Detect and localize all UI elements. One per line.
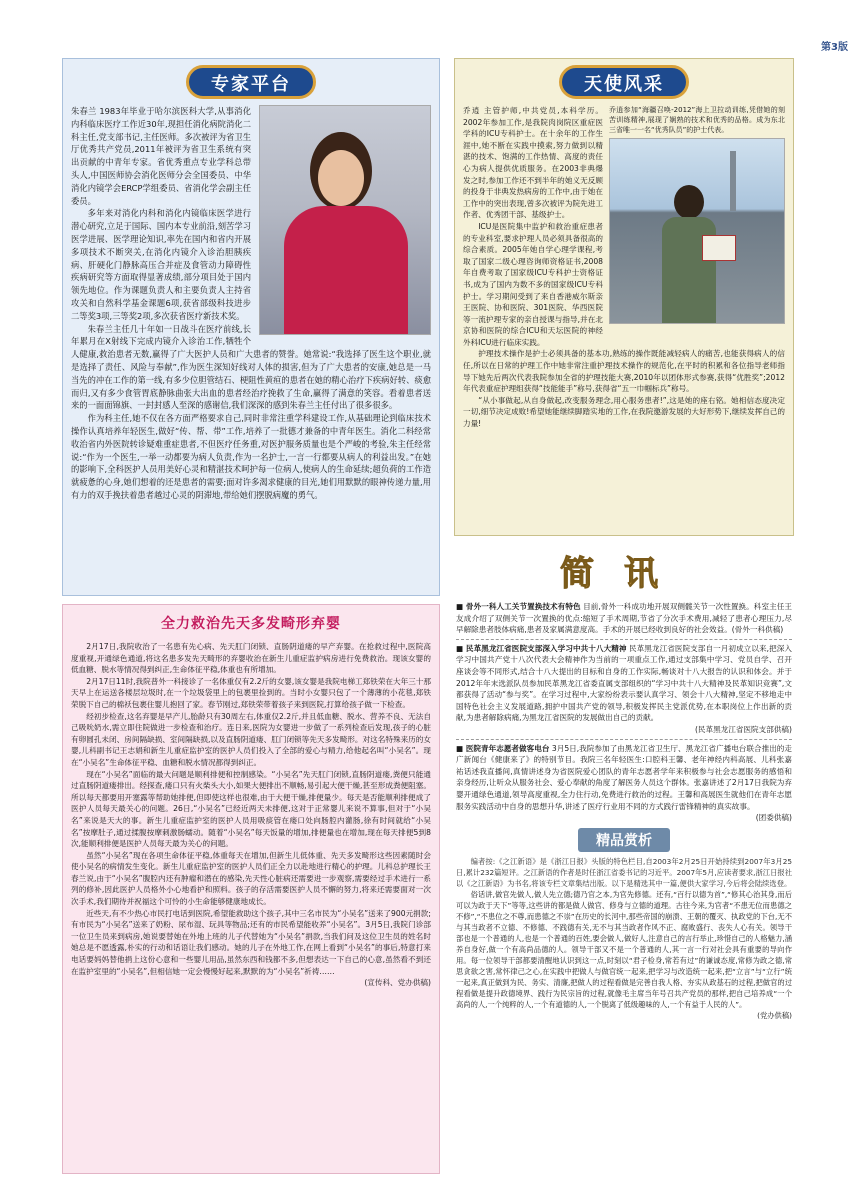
news-divider <box>456 639 792 640</box>
rescue-article <box>62 604 440 1174</box>
rescue-source: (宣传科、党办供稿) <box>364 978 431 988</box>
angel-para-4: “从小事做起,从自身做起,改变服务理念,用心服务患者!”,这是她的座右铭。她相信态度决定一切,细节决定成败!希望她能继续脚踏实地的工作,在我院邀游发展的大好形势下,继续发挥自己的力量! <box>463 395 785 429</box>
rescue-para-4: 现在“小吴名”面临的最大问题是顺利排便和控制感染。“小吴名”先天肛门闭锁,直肠阴道瘘,粪便只能通过直肠阴道瘘排出。经探查,瘘口只有火柴头大小,如果大便排出不顺畅,易引起大便干燥,甚至形成粪便阻塞。所以每天都要用开塞露等帮助她排便,但即使这样也很难,由于大便干燥,排便量少。每天是否能顺利排便成了医护人员每天最关心的问题。26日,“小吴名”已经近两天未排便,这对于正常婴儿来说不算事,但对于“小吴名”来说是天大的事。新生儿重症监护室的医护人员用吸痰管在瘘口处向肠腔内灌肠,徐有时间就给“小吴名”按摩肚子,通过揉腹按摩刺激肠蠕动。随着“小吴名”每天饭量的增加,排便量也在增加,现在每天排便5到8次,能顺利排便是医护人员每天最为关心的问题。 <box>71 769 431 849</box>
expert-para-1: 朱春兰 1983年毕业于哈尔滨医科大学,从事消化内科临床医疗工作近30年,现担任消化病院消化二科主任,党支部书记,主任医师。多次被评为省卫生厅优秀共产党员,2011年被评为省卫生系统有突出贡献的中青年专家。省优秀重点专业学科总带头人,中国医师协会消化医师分会全国委员、中华消化内镜学会ERCP学组委员、省消化学会副主任委员。 <box>71 106 251 206</box>
news-item-heading: ■ 医院青年志愿者做客电台 <box>456 743 550 753</box>
ship-mast <box>730 151 736 211</box>
expert-platform-section <box>62 58 440 596</box>
rescue-para-6: 近些天,有不少热心市民打电话到医院,希望能救助这个孩子,其中三名市民为“小吴名”送来了900元捐款;有市民为“小吴名”送来了奶粉、尿布湿、玩具等物品;还有的市民希望能收养“小吴名”。3月5日,我院门诊部一位卫生员来到病房,她说要替她在外地上班的儿子代替她为“小吴名”捐款,当我们问及这位卫生员的姓名时她总是不愿透露,朴实的行动和话语让我们感动。她的儿子在外地工作,在网上看到“小吴名”的事后,特意打来电话要妈妈替他捐上这份心意和一些婴儿用品,虽然东西和钱都不多,但想表达一下自己的心意,虽然看不到还在监护室里的“小吴名”,但相信她一定会慢慢好起来,默默的为“小吴名”祈祷…… <box>71 908 431 976</box>
appreciation-intro: 编者按:《之江新语》是《浙江日报》头版的特色栏目,自2003年2月25日开始持续到2007年3月25日,累计232篇短评。之江新语的作者是时任浙江省委书记的习近平。2007年5月,应读者要求,浙江日报社以《之江新语》为书名,将该专栏文章集结出版。以下是精选其中一篇,便供大家学习,今后将会陆续选登。 <box>456 856 792 888</box>
expert-platform-title: 专家平台 <box>186 65 316 99</box>
news-item-source: (团委供稿) <box>755 813 792 823</box>
appreciation-body: 俗话讲,做官先做人,做人先立德;德乃官之本,为官先修德。还有,“百行以德为首”,“修其心治其身,而后可以为政于天下”等等,这些讲的都是做人做官、修身与立德的道理。古往今来,为官者“不患无位而患德之不修”,“不患位之不尊,而患德之不崇”在历史的长河中,那些帝国的崩溃、王朝的覆灭、执政党的下台,无不与其当政者不立德、不修德、不践德有关,无不与其当政者作风不正、腐败盛行、丧失人心有关。领导干部也是一个普通的人,也是一个普通的百姓,要会做人,做好人,注意自己的言行举止,珍惜自己的人格魅力,涵养自身好,做一个有高尚品德的人。领导干部又不是一个普通的人,其一言一行对社会具有重要的导向作用。每一位领导干部都要清醒地认识到这一点,时刻以“君子检身,常若有过”的谦诚态度,常修为政之德,常思贪欲之害,常怀律己之心,在实践中把做人与做官统一起来,把学习与改造统一起来,把“立言”与“立行”统一起来,真正做到为民、务实、清廉,把做人的过程看做是完善自我人格、夯实从政基石的过程,把做官的过程看做是提升政德境界、践行为民宗旨的过程,就像毛主席当年号召共产党员的那样,把自己培养成“一个高尚的人,一个纯粹的人,一个有道德的人,一个脱离了低级趣味的人,一个有益于人民的人”。 <box>456 889 792 1009</box>
angel-navy-photo <box>609 138 785 324</box>
expert-para-3: 朱春兰主任几十年如一日战斗在医疗前线,长年累月在X射线下完成内镜介入诊治工作,牺牲个人健康,救治患者无数,赢得了广大医护人员和广大患者的赞誉。她常说:“我选择了医生这个职业,就是选择了责任、风险与奉献”,作为医生深知好线对人体的损害,但为了广大患者的安康,她总是一马当先的冲在工作的第一线,有多少位胆管结石、梗阻性黄疸的患者在她的精心治疗下疾病好转、痰愈而归,又有多少食管胃底静脉曲张大出血的患者经治疗挽救了生命,赢得了满意的笑容。看着患者送来的一面面锦旗、一封封感人至深的感谢信,我们深深的感到朱春兰主任付出了很多很多。 <box>71 323 431 411</box>
expert-para-4: 作为科主任,她不仅在各方面严格要求自己,同时非常注重学科建设工作,从基础理论到临床技术操作认真培养年轻医生,做好“传、帮、带”工作,培养了一批德才兼备的中青年医生。消化二科经常收治省内外医院转诊疑难重症患者,不但医疗任务重,对医护服务质量也是个严峻的考验,朱主任经常说:“作为一个医生,一举一动都要为病人负责,作为一名护士,一言一行都要从病人的利益出发。”在她的影响下,全科医护人员用美好心灵和精湛技术呵护每一位病人,使病人的生命延续;超负荷的工作造就疲惫的心身,她们想着的还是患者的需要;面对许多渴求健康的目光,她们用默默的眼神传递力量,用有力的双手挽扶着患者越过心灵的阴滞地,带给她们摆脱病魔的勇气。 <box>71 413 431 500</box>
rescue-text <box>71 641 431 989</box>
news-item-body: 目前,骨外一科成功地开展双侧髋关节一次性置换。科室主任王友成介绍了双侧关节一次置换的优点:缩短了手术周期,节省了分次手术费用,减轻了患者心理压力,尽早解除患者肢体病痛,患者及家属满意度高。手术的开展已经收到良好的社会效益。(骨外一科供稿) <box>456 602 792 635</box>
angel-para-2: ICU是医院集中监护和救治重症患者的专业科室,要求护理人员必须具备很高的综合素质。2005年她自学心理学课程,考取了国家二级心理咨询师资格证书,2008年自费考取了国家级ICU专科护士资格证书,成为了国内为数不多的国家级ICU专科护士。学习期间受到了来自香港威尔斯亲王医院、协和医院、301医院、华西医院等一流护理专家的亲自授课与指导,并在北京协和医院的综合ICU和天坛医院的神经外科ICU进行临床实践。 <box>463 221 603 347</box>
angel-photo-caption: 乔逍参加“海疆召唤-2012”海上卫拉动训练,凭借她的刻苦训练精神,展现了娴熟的技术和优秀的品格。成为东北三省唯一一名“优秀队员”的护士代表。 <box>609 106 785 134</box>
rescue-para-2: 2月17日11时,我院普外一科接诊了一名体重仅有2.2斤的女婴,该女婴是我院电梯工郑铁荣在大年三十那天早上在运送各楼层垃圾时,在一个垃圾袋里上的包裹里捡到的。当时小女婴只包了一个薄薄的小花毯,郑铁荣脱下自己的棉袄包裹住婴儿抱回了家。春节刚过,郑铁荣带着孩子来到医院,打算给孩子做一下检查。 <box>71 676 431 709</box>
news-brief-title: 简讯 <box>560 554 688 594</box>
news-item-body: 民革黑龙江省医院支部自一月初成立以来,把深入学习中国共产党十八次代表大会精神作为当前的一项重点工作,通过支部集中学习、党员自学、召开座谈会等不同形式,结合十八大提出的目标和自身的工作实际,畅谈对十八大报告的认识和体会。并于2012年年末选派队员参加民革黑龙江省委直属支部组织的“学习中共十八大精神及民革知识竞赛”,文都获得了活动“参与奖”。在学习过程中,大家纷纷表示要认真学习、领会十八大精神,坚定不移地走中国特色社会主义发展道路,拥护中国共产党的领导,积极发挥民主党派优势,在本职岗位上作出新的贡献,为患者解除病痛,为黑龙江省医院的发展做出自己的贡献。 <box>456 643 792 723</box>
expert-para-2: 多年来对消化内科和消化内镜临床医学进行潜心研究,立足于国际、国内本专业前沿,刻苦学习医学进展、医学理论知识,率先在国内和省内开展多项技术不断突关,在消化内镜介入诊治胆胰疾病、肝硬化门静脉高压合并症及食管动力障碍性疾病研究等方面取得显著成绩,部分项目处于国内领先地位。作为课题负责人和主要负责人主持省攻关和自然科学基金课题6项,获省部级科技进步二等奖3项,三等奖2项,多次获省医疗新技术奖。 <box>71 208 251 321</box>
angel-style-section <box>454 58 794 536</box>
expert-portrait-photo <box>259 105 431 335</box>
angel-photo-block <box>609 105 785 324</box>
page-number: 第3版 <box>821 42 848 53</box>
nurse-head <box>674 185 704 219</box>
appreciation-title <box>456 828 792 852</box>
news-item-body: 3月5日,我院参加了由黑龙江省卫生厅、黑龙江省广播电台联合推出的走广新闻台《健康来了》的特别节目。我院三名年轻医生:口腔科王馨、老年神经内科高展、儿科张嘉祐话述我直播间,真情讲述身为省医院爱心团队的青年志愿者学年来积极参与社会志愿服务的感悟和亲身经历,让听众从服务社会、爱心奉献的角度了解医务人员这个群体。张嘉讲述了2月17日我院为弃婴开通绿色通道,领导高度重视,全力住行动,免费进行救治的过程。王馨和高展医生就他们在青年志愿服务实践活动中自身的思想升华,讲述了医疗行业用不同的方式践行雷锋精神的真实故事。 <box>456 743 792 811</box>
angel-para-1: 乔逍 主管护师,中共党员,本科学历。2002年参加工作,是我院肉岗院区重症医学科的ICU专科护士。在十余年的工作生涯中,她不断在实践中摸索,努力做到以精湛的技术、饱满的工作热情、高度的责任心为病人提供优质服务。在2003非典爆发之时,参加工作还不到半年的她义无反顾的投身于非典发热病房的工作中,由于她在工作中的突出表现,曾多次被评为院先进工作者、优秀团干部、基级护士。 <box>463 106 603 220</box>
rescue-para-1: 2月17日,我院收治了一名患有先心病、先天肛门闭锁、直肠阴道瘘的早产弃婴。在抢救过程中,医院高度重视,开通绿色通道,将这名患多发先天畸形的弃婴收治在新生儿重症监护病房进行免费救治。现该女婴的低血糖、脱水等情况得到纠正,生命体征平稳,体重也有所增加。 <box>71 642 431 675</box>
angel-text <box>463 105 785 430</box>
rescue-para-3: 经初步检查,这名弃婴是早产儿,胎龄只有30周左右,体重仅2.2斤,并且低血糖、脱水、营养不良、无法自己吸吮奶水,需立即住院做进一步检查和治疗。连日来,医院为女婴进一步做了一系列检查后发现,孩子的心脏有卵圆孔未闭、房间隔缺损、室间隔缺损,以及直肠阴道瘘、肛门闭锁等先天多发畸形。对这名特殊来历的女婴,儿科副书记王志娟和新生儿重症监护室的医护人员们投入了全部的爱心与精力,给他起名叫“小吴名”。现在“小吴名”生命体征平稳、血糖和脱水情况都得到纠正。 <box>71 711 431 767</box>
angel-style-title: 天使风采 <box>559 65 689 99</box>
news-item-heading: ■ 民革黑龙江省医院支部深入学习中共十八大精神 <box>456 643 627 653</box>
portrait-face <box>318 150 364 206</box>
portrait-blouse <box>284 206 408 335</box>
news-item-source: (民革黑龙江省医院支部供稿) <box>694 724 792 734</box>
news-item-heading: ■ 骨外一科人工关节置换技术有特色 <box>456 602 581 611</box>
expert-text <box>71 105 431 502</box>
appreciation-source: (党办供稿) <box>757 1010 792 1020</box>
news-divider <box>456 739 792 740</box>
certificate <box>702 235 736 261</box>
news-column <box>454 542 794 1178</box>
rescue-para-5: 虽然“小吴名”现在各项生命体征平稳,体重每天在增加,但新生儿低体重、先天多发畸形这些因素随时会使小吴名的病情发生变化。新生儿重症监护室的医护人员们正全力以赴地进行精心的护理。儿科总护理长王春兰说,由于“小吴名”腹腔内还有肿瘤和潜在的感染,先天性心脏病还需要进一步观察,需要经过手术进行一系列的修补,因此医护人员格外小心地看护和照料。孩子的存活需要医护人员不懈的努力,将来还需要面对一次次手术,我们期待并祝福这个可怜的小生命能够健康地成长。 <box>71 850 431 907</box>
news-items <box>456 601 792 824</box>
appreciation-text <box>456 856 792 1021</box>
news-item <box>456 643 792 736</box>
nurse-uniform <box>662 217 716 324</box>
angel-para-3: 护理技术操作是护士必须具备的基本功,熟练的操作既能减轻病人的痛苦,也能获得病人的信任,所以在日常的护理工作中她非常注重护理技术操作的规范化,在平时的积累和各位指导老师指导下她先后两次代表我院参加全省的护理技能大赛,2010年以团体形式参赛,获得“优胜奖”;2012年代表重症护理组获得“技能能手”称号,获得省“五一巾帼标兵”称号。 <box>463 349 785 394</box>
appreciation-title-text: 精品赏析 <box>578 828 670 852</box>
news-item <box>456 743 792 824</box>
rescue-headline: 全力救治先天多发畸形弃婴 <box>161 616 341 632</box>
news-item <box>456 601 792 636</box>
